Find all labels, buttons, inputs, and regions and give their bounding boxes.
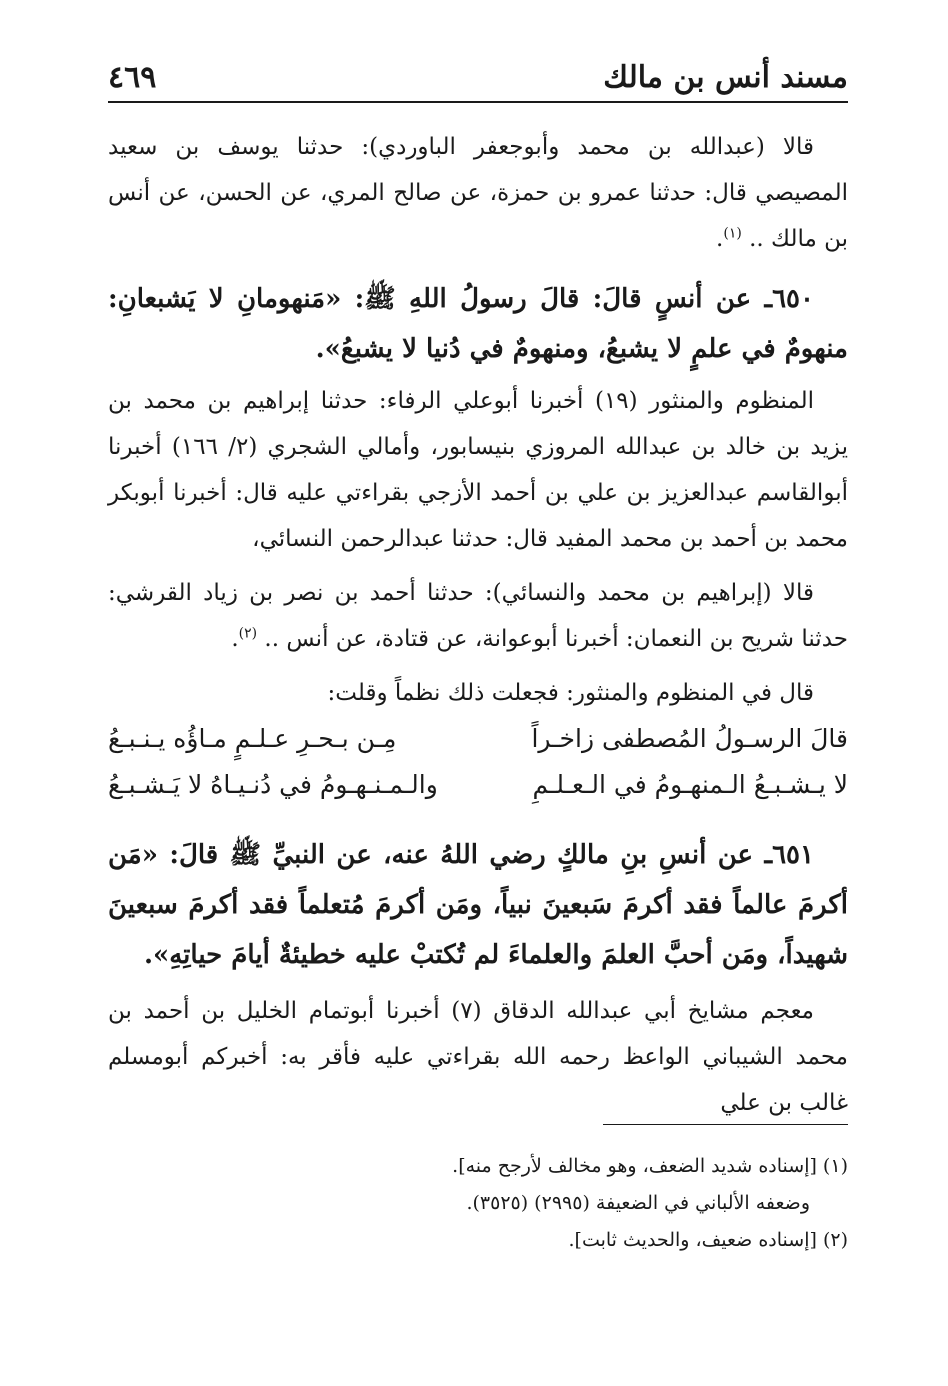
verse-second-hemistich: مِـن بـحـرِ عـلـمٍ مـاؤُه يـنـبـعُ (108, 724, 397, 753)
paragraph-isnad-2: قالا (إبراهيم بن محمد والنسائي): حدثنا أحمد بن نصر بن زياد القرشي: حدثنا شريح بن النعمان: أخبرنا أبوعوانة، عن قتادة، عن أنس .. $^{(٢)}$. (108, 580, 848, 652)
footnote-1-continuation: وضعفه الألباني في الضعيفة (٢٩٩٥) (٣٥٢٥). (466, 1192, 810, 1214)
book-title: مسند أنس بن مالك (603, 60, 848, 95)
verse-first-hemistich: لا يـشـبـعُ الـمنهـومُ في الـعـلـمِ (532, 770, 848, 799)
header-divider (108, 101, 848, 103)
poem-verse-2 (108, 762, 848, 808)
paragraph-text: قالا (عبدالله بن محمد وأبوجعفر الباوردي): حدثنا يوسف بن سعيد المصيصي قال: حدثنا عمرو بن حمزة، عن صالح المري، عن الحسن، عن أنس بن مالك .. (108, 134, 848, 252)
paragraph-isnad-1: قالا (عبدالله بن محمد وأبوجعفر الباوردي): حدثنا يوسف بن سعيد المصيصي قال: حدثنا عمرو بن حمزة، عن صالح المري، عن الحسن، عن أنس بن مالك .. $^{(١)}$. (108, 134, 848, 252)
hadith-650: ٦٥٠ـ عن أنسٍ قالَ: قالَ رسولُ اللهِ ﷺ: «مَنهومانِ لا يَشبعانِ: منهومٌ في علمٍ لا يشبعُ، ومنهومٌ في دُنيا لا يشبعُ». (108, 284, 848, 364)
footnotes (108, 1148, 848, 1259)
paragraph-poem-intro: قال في المنظوم والمنثور: فجعلت ذلك نظماً وقلت: (327, 680, 814, 706)
main-text (108, 124, 848, 1126)
hadith-651: ٦٥١ـ عن أنسِ بنِ مالكٍ رضي اللهُ عنه، عن النبيِّ ﷺ قالَ: «مَن أكرمَ عالماً فقد أكرمَ سَبعينَ نبياً، ومَن أكرمَ مُتعلماً فقد أكرمَ سبعينَ شهيداً، ومَن أحبَّ العلمَ والعلماءَ لم تُكتبْ عليه خطيئةٌ أيامَ حياتِهِ». (108, 840, 848, 970)
page-number: ٤٦٩ (108, 60, 157, 95)
paragraph-source-1: المنظوم والمنثور (١٩) أخبرنا أبوعلي الرفاء: حدثنا إبراهيم بن محمد بن يزيد بن خالد بن عبدالله المروزي بنيسابور، وأمالي الشجري (٢/ ١٦٦) أخبرنا أبوالقاسم عبدالعزيز بن علي بن أحمد الأزجي بقراءتي عليه قال: أخبرنا أبوبكر محمد بن أحمد بن محمد المفيد قال: حدثنا عبدالرحمن النسائي، (108, 388, 849, 552)
running-head (108, 58, 848, 98)
footnote-2: (٢) [إسناده ضعيف، والحديث ثابت]. (568, 1229, 848, 1251)
verse-second-hemistich: والـمـنـهـومُ في دُنـيـاهُ لا يَـشـبـعُ (108, 770, 438, 799)
footnote-ref-2: (٢) (238, 625, 258, 642)
footnote-ref-1: (١) (723, 225, 742, 242)
paragraph-source-2: معجم مشايخ أبي عبدالله الدقاق (٧) أخبرنا أبوتمام الخليل بن أحمد بن محمد الشيباني الواعظ رحمه الله بقراءتي عليه فأقر به: أخبركم أبومسلم غالب بن علي (108, 998, 848, 1116)
footnote-1: (١) [إسناده شديد الضعف، وهو مخالف لأرجح منه]. (452, 1155, 848, 1177)
footnote-divider (603, 1124, 848, 1125)
poem-verse-1 (108, 716, 848, 762)
verse-first-hemistich: قالَ الرسـولُ المُصطفى زاخـراً (531, 724, 848, 753)
paragraph-text: قالا (إبراهيم بن محمد والنسائي): حدثنا أحمد بن نصر بن زياد القرشي: حدثنا شريح بن النعمان: أخبرنا أبوعوانة، عن قتادة، عن أنس .. (108, 580, 848, 652)
